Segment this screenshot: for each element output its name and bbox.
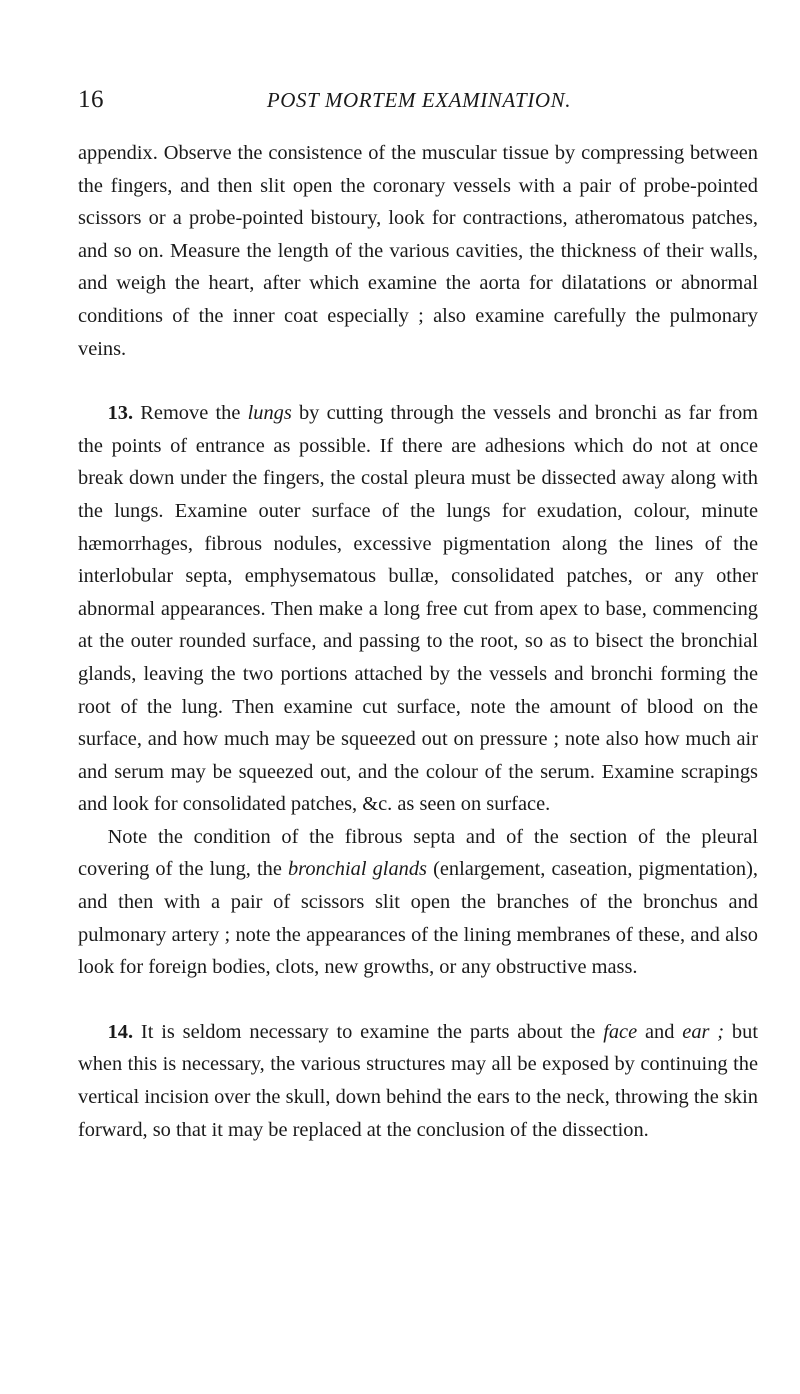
text-segment: It is seldom necessary to examine the parts about the bbox=[133, 1020, 604, 1043]
section-number-13: 13. bbox=[107, 402, 134, 425]
section-number-14: 14. bbox=[107, 1020, 134, 1043]
text-segment: but when this is necessary, the various structures may all be exposed by continuing the vertical incision over the skull, down behind the ears to the neck, throwing the skin forward, so that it may be replaced at the conclusion of the dissection. bbox=[78, 1020, 758, 1141]
paragraph-lungs bbox=[78, 397, 758, 821]
paragraph-appendix: appendix. Observe the consistence of the muscular tissue by compressing between the fingers, and then slit open the coronary vessels with a pair of probe-pointed scissors or a probe-pointed bistoury, look for contractions, atheromatous patches, and so on. Measure the length of the various cavities, the thickness of their walls, and weigh the heart, after which examine the aorta for dilatations or abnormal conditions of the inner coat especially ; also examine carefully the pulmonary veins. bbox=[78, 142, 758, 360]
emphasis-lungs: lungs bbox=[247, 402, 292, 425]
paragraph-face-ear bbox=[78, 1016, 758, 1146]
page-number: 16 bbox=[78, 86, 104, 113]
text-segment: (enlargement, caseation, pigmentation), and then with a pair of scissors slit open the branches of the bronchus and pulmonary artery ; note the appearances of the lining membranes of these, and also look for foreign bodies, clots, new growths, or any obstructive mass. bbox=[78, 858, 758, 979]
emphasis-ear: ear ; bbox=[682, 1020, 725, 1043]
text-segment: by cutting through the vessels and bronchi as far from the points of entrance as possible. If there are adhesions which do not at once break down under the fingers, the costal pleura must be dissected away along with the lungs. Examine outer surface of the lungs for exudation, colour, minute hæmorrhages, fibrous nodules, excessive pigmentation along the lines of the interlobular septa, emphysematous bullæ, consolidated patches, or any other abnormal appearances. Then make a long free cut from apex to base, commencing at the outer rounded surface, and passing to the root, so as to bisect the bronchial glands, leaving the two portions attached by the vessels and bronchi forming the root of the lung. Then examine cut surface, note the amount of blood on the surface, and how much may be squeezed out on pressure ; note also how much air and serum may be squeezed out, and the colour of the serum. Examine scrapings and look for consolidated patches, &c. as seen on surface. bbox=[78, 402, 758, 816]
text-segment: Remove the bbox=[133, 402, 248, 425]
text-segment: and bbox=[637, 1020, 683, 1043]
emphasis-bronchial-glands: bronchial glands bbox=[287, 858, 427, 881]
paragraph-septa bbox=[78, 821, 758, 984]
text-segment: Note the condition of the fibrous septa and of the section of the pleural covering of the lung, the bbox=[78, 825, 758, 881]
page-header bbox=[78, 86, 760, 122]
body-text bbox=[78, 137, 758, 1146]
emphasis-face: face bbox=[603, 1020, 638, 1043]
running-head: POST MORTEM EXAMINATION. bbox=[266, 88, 572, 112]
